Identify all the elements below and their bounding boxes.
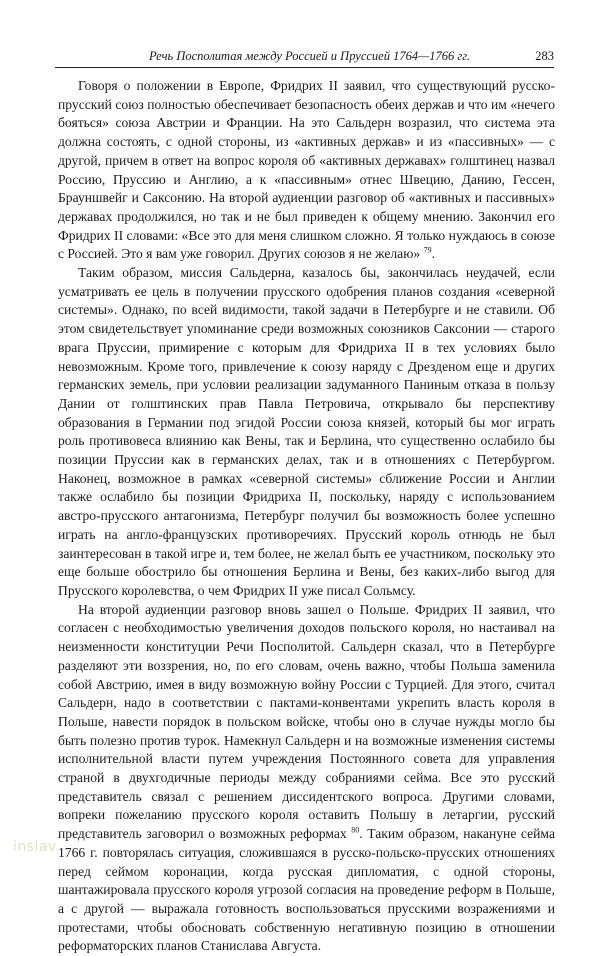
paragraph-2: [58, 264, 555, 601]
footnote-ref-80[interactable]: 80: [351, 825, 360, 835]
paragraph-1: Говоря о положении в Европе, Фридрих II заявил, что существующий русско-прусский союз полностью обеспечивает безопасность обеих держав и что им «нечего бояться» союза Австрии и Франции. На это Сальдерн возразил, что система эта должна состоять, с одной стороны, из «активных держав» и из «пассивных» — с другой, причем в ответ на вопрос короля об «активных державах» голштинец назвал Россию, Пруссию и Англию, а к «пассивным» отнес Швецию, Данию, Гессен, Брауншвейг и Саксонию. На второй аудиенции разговор об «активных и пассивных» державах продолжился, но так и не был приведен к общему мнению. Закончил его Фридрих II словами: «Все это для меня слишком сложно. Я только нуждаюсь в союзе с Россией. Это я вам уже говорил. Других союзов я не желаю» $^{79}$.: [58, 78, 555, 262]
page-number: 283: [535, 49, 554, 63]
paragraph-text: Таким образом, миссия Сальдерна, казалось бы, закончилась неудачей, если усматривать ее цель в получении прусского одобрения планов создания «северной системы». Однако, по всей видимости, такой задачи в Петербурге и не ставили. Об этом свидетельствует упоминание среди возможных союзников Саксонии — старого врага Пруссии, примирение с которым для Фридриха II в тех условиях было невозможным. Кроме того, привлечение к союзу наряду с Дрезденом еще и других германских земель, при условии реализации задуманного Паниным отказа в пользу Дании от голштинских прав Павла Петровича, открывало бы перспективу образования в Германии под эгидой России союза князей, который бы мог играть роль противовеса влиянию как Вены, так и Берлина, что существенно ослабило бы позиции Пруссии как в германских делах, так и в отношениях с Петербургом. Наконец, возможное в рамках «северной системы» сближение России и Англии также ослабило бы позиции Фридриха II, поскольку, наряду с использованием австро-прусского антагонизма, Петербург получил бы возможность более успешно играть на англо-французских противоречиях. Прусский король отнюдь не был заинтересован в такой игре и, тем более, не желал быть ее участником, поскольку это еще больше обострило бы отношения Берлина и Вены, без каких-либо выгод для Прусского королевства, о чем Фридрих II уже писал Сольмсу.: [58, 265, 555, 598]
paragraph-text: На второй аудиенции разговор вновь зашел о Польше. Фридрих II заявил, что согласен с необходимостью увеличения доходов польского короля, но настаивал на неизменности конституции Речи Посполитой. Сальдерн сказал, что в Петербурге разделяют эти воззрения, но, по его словам, очень важно, чтобы Польша заменила собой Австрию, имея в виду возможную войну России с Турцией. Для этого, считал Сальдерн, надо в соответствии с пактами-конвентами укрепить власть короля в Польше, навести порядок в польском войске, чтобы оно в случае нужды могло бы быть полезно против турок. Намекнул Сальдерн и на возможные изменения системы исполнительной власти путем учреждения Постоянного совета для управления страной в двухгодичные периоды между собраниями сейма. Все это русский представитель связал с решением диссидентского вопроса. Другими словами, вопреки пожеланию прусского короля оставить Польшу в летаргии, русский представитель заговорил о возможных реформах: [58, 601, 555, 842]
watermark: inslav: [13, 839, 57, 855]
paragraph-3: [58, 601, 555, 956]
paragraph-text: Говоря о положении в Европе, Фридрих II заявил, что существующий русско-прусский союз полностью обеспечивает безопасность обеих держав и что им «нечего бояться» союза Австрии и Франции. На это Сальдерн возразил, что система эта должна состоять, с одной стороны, из «активных держав» и из «пассивных» — с другой, причем в ответ на вопрос короля об «активных державах» голштинец назвал Россию, Пруссию и Англию, а к «пассивным» отнес Швецию, Данию, Гессен, Брауншвейг и Саксонию. На второй аудиенции разговор об «активных и пассивных» державах продолжился, но так и не был приведен к общему мнению. Закончил его Фридрих II словами: «Все это для меня слишком сложно. Я только нуждаюсь в союзе с Россией. Это я вам уже говорил. Других союзов я не желаю»: [58, 78, 555, 262]
running-header: [55, 47, 554, 68]
footnote-ref-79[interactable]: 79: [423, 245, 432, 255]
paragraph-text-tail: . Таким образом, накануне сейма 1766 г. повторялась ситуация, сложившаяся в русско-польско-прусских отношениях перед сеймом коронации, когда русская дипломатия, с одной стороны, шантажировала прусского короля угрозой согласия на проведение реформ в Польше, а с другой — выражала готовность воспользоваться прусскими возражениями и протестами, чтобы обосновать собственную негативную позицию в отношении реформаторских планов Станислава Августа.: [58, 826, 555, 954]
body-text: [58, 77, 555, 956]
running-title: Речь Посполитая между Россией и Пруссией 1764—1766 гг.: [149, 49, 471, 63]
